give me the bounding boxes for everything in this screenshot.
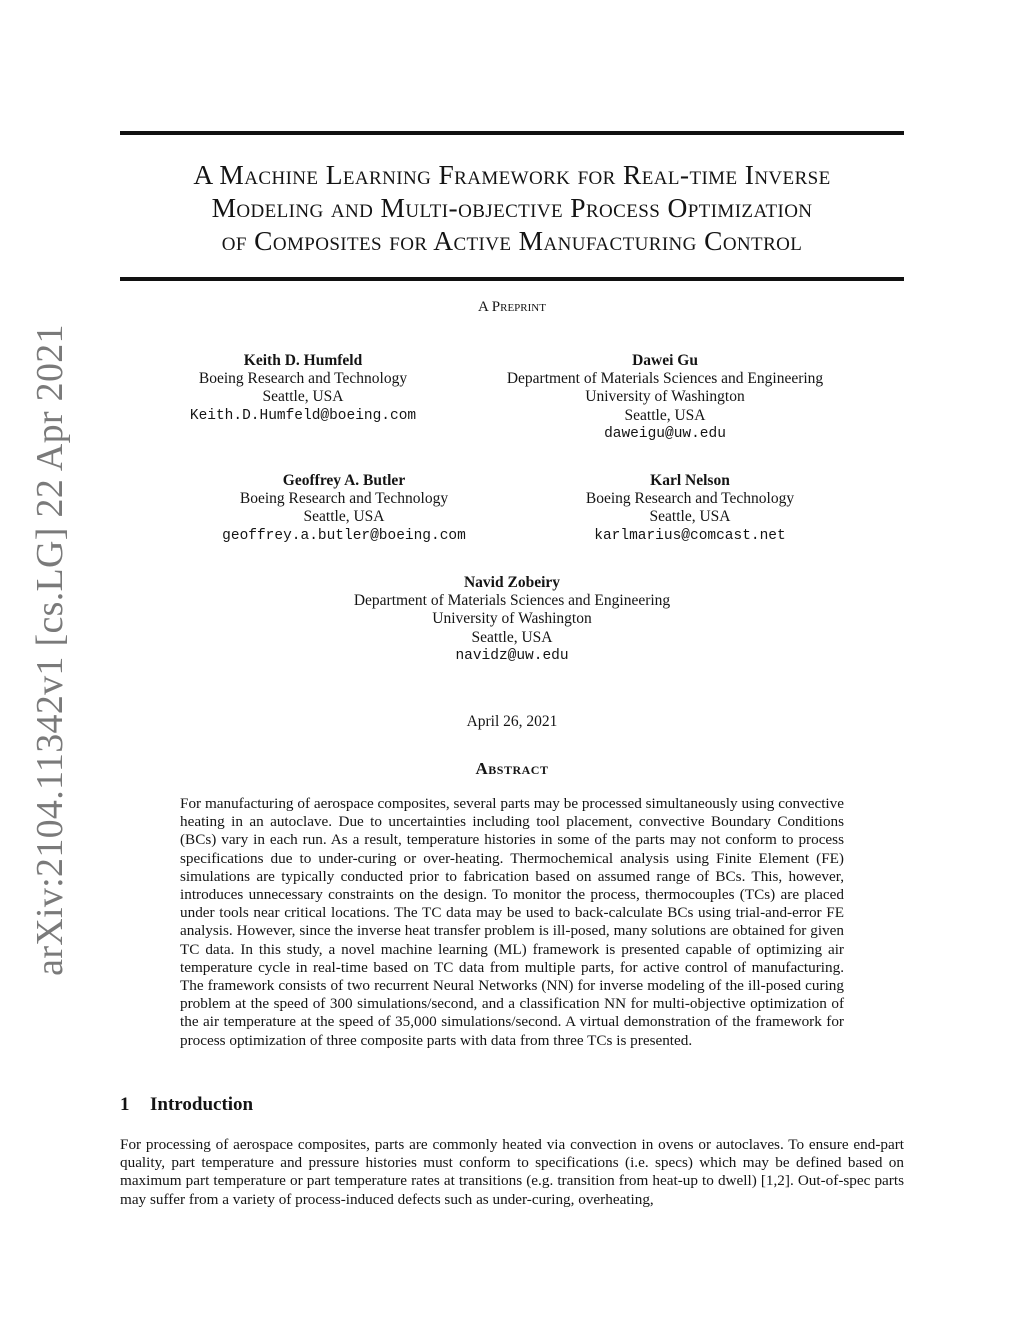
- introduction-text: For processing of aerospace composites, parts are commonly heated via convection in ovens or autoclaves. To ensure end-part quality, part temperature and pressure histories must conform to specifications (i.e. specs) which may be defined based on maximum part temperature or part temperature rates at transitions (e.g. transition from heat-up to dwell) [1,2]. Out-of-spec parts may suffer from a variety of process-induced defects such as under-curing, overheating,: [120, 1136, 904, 1208]
- paper-title: [110, 158, 914, 257]
- author-name: Dawei Gu: [632, 352, 698, 369]
- author-block-humfeld: [190, 352, 416, 425]
- author-email[interactable]: karlmarius@comcast.net: [594, 527, 786, 544]
- author-affiliation: Department of Materials Sciences and Engineering: [353, 592, 671, 610]
- title-top-rule: [120, 131, 904, 135]
- title-line-1: A Machine Learning Framework for Real-time Inverse: [193, 159, 831, 190]
- author-affiliation: Boeing Research and Technology: [198, 370, 408, 388]
- author-block-zobeiry: [354, 574, 670, 665]
- preprint-label: A Preprint: [478, 299, 546, 315]
- author-location: Seattle, USA: [262, 388, 344, 406]
- title-line-3: of Composites for Active Manufacturing Control: [221, 225, 803, 256]
- title-bottom-rule: [120, 277, 904, 281]
- title-line-2: Modeling and Multi-objective Process Optimization: [211, 192, 813, 223]
- author-email[interactable]: Keith.D.Humfeld@boeing.com: [189, 407, 417, 424]
- author-name: Navid Zobeiry: [463, 574, 561, 591]
- author-affiliation: University of Washington: [432, 610, 592, 628]
- author-affiliation: University of Washington: [585, 388, 745, 406]
- author-name: Keith D. Humfeld: [243, 352, 363, 369]
- author-name: Geoffrey A. Butler: [282, 472, 406, 489]
- author-location: Seattle, USA: [303, 508, 385, 526]
- publication-date: April 26, 2021: [466, 713, 558, 730]
- author-email[interactable]: navidz@uw.edu: [455, 647, 569, 664]
- author-affiliation: Boeing Research and Technology: [239, 490, 449, 508]
- author-block-nelson: [586, 472, 794, 545]
- section-title-text: Introduction: [150, 1094, 254, 1115]
- author-name: Karl Nelson: [650, 472, 730, 489]
- section-heading-introduction: [120, 1094, 253, 1116]
- arxiv-identifier: arXiv:2104.11342v1 [cs.LG] 22 Apr 2021: [29, 324, 71, 976]
- abstract-text: For manufacturing of aerospace composites, several parts may be processed simultaneously using convective heating in an autoclave. Due to uncertainties including tool placement, convective Boundary Conditions (BCs) vary in each run. As a result, temperature histories in some of the parts may not conform to process specifications due to under-curing or over-heating. Thermochemical analysis using Finite Element (FE) simulations are typically conducted prior to fabrication based on assumed range of BCs. This, however, introduces unnecessary constraints on the design. To monitor the process, thermocouples (TCs) are placed under tools near critical locations. The TC data may be used to back-calculate BCs using trial-and-error FE analysis. However, since the inverse heat transfer problem is ill-posed, many solutions are obtained for given TC data. In this study, a novel machine learning (ML) framework is presented capable of optimizing air temperature cycle in real-time based on TC data from multiple parts, for active control of manufacturing. The framework consists of two recurrent Neural Networks (NN) for inverse modeling of the ill-posed curing problem at the speed of 300 simulations/second, and a classification NN for multi-objective optimization of the air temperature at the speed of 35,000 simulations/second. A virtual demonstration of the framework for process optimization of three composite parts with data from three TCs is presented.: [180, 795, 844, 1049]
- section-number: 1: [120, 1094, 130, 1115]
- author-email[interactable]: daweigu@uw.edu: [604, 425, 726, 442]
- author-block-butler: [222, 472, 466, 545]
- author-email[interactable]: geoffrey.a.butler@boeing.com: [222, 527, 466, 544]
- author-location: Seattle, USA: [624, 406, 706, 424]
- abstract-heading: Abstract: [475, 759, 549, 778]
- author-location: Seattle, USA: [471, 628, 553, 646]
- author-location: Seattle, USA: [649, 508, 731, 526]
- author-affiliation: Department of Materials Sciences and Engineering: [506, 370, 824, 388]
- author-block-gu: [507, 352, 823, 443]
- author-affiliation: Boeing Research and Technology: [585, 490, 795, 508]
